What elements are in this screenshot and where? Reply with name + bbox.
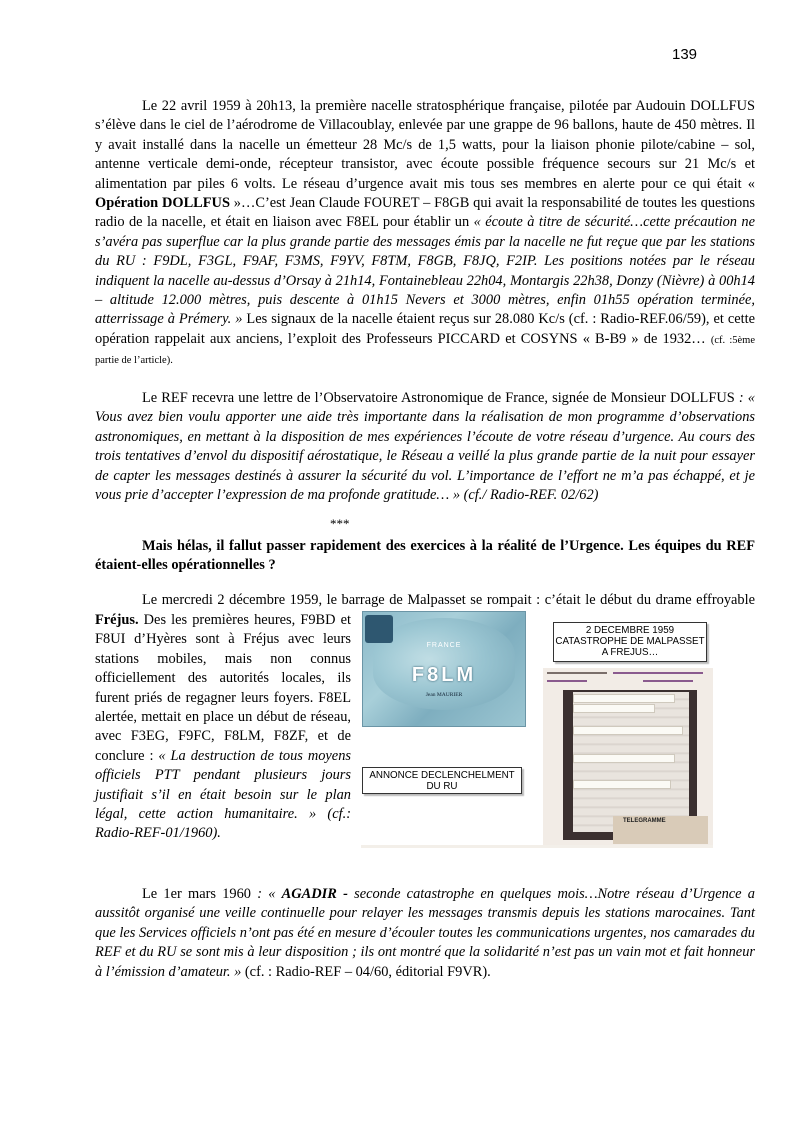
paragraph-observatoire-letter xyxy=(95,389,755,505)
image-bottom-edge xyxy=(361,845,713,848)
section-separator: *** xyxy=(330,516,350,531)
bold-run: Fréjus. xyxy=(95,612,139,628)
text-run: Le 22 avril 1959 à 20h13, la première nacelle stratosphérique française, pilotée par Audouin DOLLFUS s’élève dans le ciel de l’aérodrome de Villacoublay, enlevée par une grappe de 96 ballons, haute de 450 mètres. Il y avait installé dans la nacelle un émetteur 28 Mc/s de 1,5 watts, pour la liaison phonie pilote/cabine – sol, antenne verticale demi-onde, récepteur transistor, avec écoute possible fréquence secours sur 21 Mc/s et alimentation par piles 6 volts. Le réseau d’urgence avait mis tous ses membres en alerte pour ce qui était « xyxy=(95,98,755,192)
caption-line xyxy=(363,792,521,794)
text-run: Le 1er mars 1960 xyxy=(142,886,258,902)
bold-italic-run: AGADIR - xyxy=(281,886,348,902)
paragraph-agadir xyxy=(95,885,755,982)
handwriting-mark xyxy=(547,680,587,682)
page-number: 139 xyxy=(672,46,698,63)
handwriting-mark xyxy=(643,680,693,682)
telegram-tape xyxy=(573,694,675,703)
text-run: Des les premières heures, F9BD et F8UI d’Hyères sont à Fréjus avec leurs stations mobiles, mais non connus officiellement des autorités locales, ils furent priés de regagner leurs foyers. F8EL alertée, mettait en place un début de réseau, avec F3EG, F9FC, F8LM, F8ZF, et de conclure : xyxy=(95,612,351,764)
text-run: Les signaux de la nacelle étaient reçus sur 28.080 Kc/s (cf. : Radio-REF.06/59), et cette opération rappelait aux anciens, l’exploit des Professeurs PICCARD et COSYNS « B-B9 » de 1932… xyxy=(95,311,755,347)
telegram-tape xyxy=(573,726,683,735)
ref-logo-icon xyxy=(365,615,393,643)
telegram-image xyxy=(543,668,713,847)
caption-line: ANNONCE DECLENCHELMENT DU RU xyxy=(369,770,515,792)
text-run: Le mercredi 2 décembre 1959, le barrage de Malpasset se rompait : c’était le début du drame effroyable xyxy=(142,592,755,608)
telegram-tape xyxy=(573,754,675,763)
quote-run: seconde catastrophe en quelques mois…Notre réseau d’Urgence a aussitôt organisé une veille continuelle pour relayer les messages transmis depuis les stations marocaines. Tant que les Services officiels n’ont pas été en mesure d’écouler toutes les communications urgentes, nos camarades du REF et du RU se sont mis à leur disposition ; ils ont montré que la solidarité n’est pas un vain mot et fait honneur à l’émission d’amateur. » xyxy=(95,886,755,980)
paragraph-dollfus-flight xyxy=(95,97,755,371)
qsl-operator-name: Jean MAURIER xyxy=(425,692,463,698)
qsl-country: FRANCE xyxy=(426,642,462,649)
paragraph-urgence-heading: Mais hélas, il fallut passer rapidement des exercices à la réalité de l’Urgence. Les équipes du REF étaient-elles opérationnelles ? xyxy=(95,538,755,574)
caption-line: CATASTROPHE DE MALPASSET xyxy=(555,636,705,647)
caption-line: A FREJUS… xyxy=(601,647,659,658)
caption-malpasset xyxy=(553,622,707,662)
telegram-label: TELEGRAMME xyxy=(623,818,666,824)
handwriting-mark xyxy=(547,672,607,674)
quote-run: « écoute à titre de sécurité…cette précaution ne s’avéra pas superflue car la plus grande partie des messages émis par la nacelle ne fut reçue que par les stations du RU : F9DL, F3GL, F9AF, F3MS, F9YV, F8TM, F8GB, F8JQ, F2IP. Les positions notées par le réseau indiquent la nacelle au-dessus d’Orsay à 21h14, Fontainebleau 22h04, Montargis 22h38, Donzy (Nièvre) à 00h14 – altitude 12.000 mètres, puis descente à 01h15 Nevers et 3000 mètres, enfin 01h55 opération terminée, atterrissage à Prémery. » xyxy=(95,214,755,328)
paragraph-frejus-first-line xyxy=(95,591,755,611)
caption-agadir xyxy=(362,767,522,794)
small-reference: (cf. :5ème partie de l’article). xyxy=(95,334,756,367)
text-run: (cf. : Radio-REF – 04/60, éditorial F9VR). xyxy=(241,963,491,980)
quote-run: : « Vous avez bien voulu apporter une aide très importante dans la réalisation de mon programme d’observations astronomiques, en mettant à la disposition de mes expériences l’écoute de votre réseau d’urgence. Au cours des trois tentatives d’envol du dispositif aérostatique, le Réseau a veillé la plus grande partie de la nuit pour essayer de capter les messages destinés à assurer la sécurité du vol. L’importance de l’effort ne m’a pas échappé, et je vous prie d’accepter l’expression de ma profonde gratitude… » (cf./ Radio-REF. 02/62) xyxy=(95,390,755,504)
telegram-tape xyxy=(573,704,655,713)
paragraph-frejus-body xyxy=(95,611,351,844)
qsl-callsign: F8LM xyxy=(411,664,477,686)
quote-run: « La destruction de tous moyens officiels PTT pendant plusieurs jours justifiait s’il en était besoin sur le plan légal, cette action humanitaire. » (cf.: Radio-REF-01/1960). xyxy=(95,747,351,842)
handwriting-mark xyxy=(613,672,703,674)
text-run: »…C’est Jean Claude FOURET – F8GB qui avait la responsabilité de toutes les questions radio de la nacelle, et était en liaison avec F8EL pour établir un xyxy=(95,195,755,231)
caption-line: 2 DECEMBRE 1959 xyxy=(585,625,675,636)
quote-run: : « xyxy=(257,886,282,902)
bold-run: Opération DOLLFUS xyxy=(95,195,230,212)
qsl-card-image xyxy=(362,611,526,727)
text-run: Le REF recevra une lettre de l’Observatoire Astronomique de France, signée de Monsieur DOLLFUS xyxy=(142,390,739,406)
telegram-tape xyxy=(573,780,671,789)
